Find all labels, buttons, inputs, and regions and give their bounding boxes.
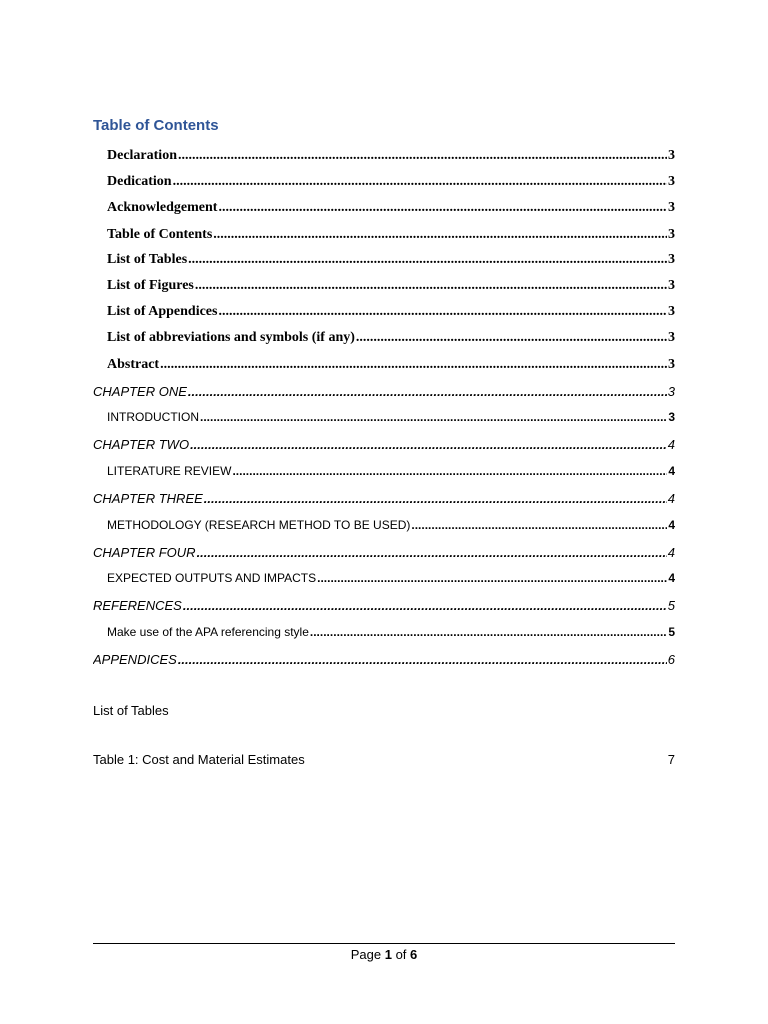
- toc-entry-label: Declaration: [107, 148, 177, 163]
- toc-entry-page: 4: [667, 545, 675, 560]
- toc-leader-dots: [188, 252, 667, 268]
- toc-entry-page: 5: [667, 598, 675, 613]
- toc-entry-label: Acknowledgement: [107, 200, 218, 215]
- footer-total-pages: 6: [410, 947, 418, 962]
- toc-leader-dots: [190, 437, 667, 452]
- toc-entry-page: 3: [668, 200, 675, 215]
- toc-entry[interactable]: [107, 278, 675, 294]
- toc-entry-label: REFERENCES: [93, 598, 182, 613]
- toc-entry-label: Abstract: [107, 357, 160, 372]
- toc-entry-label: CHAPTER ONE: [93, 384, 187, 399]
- toc-entry[interactable]: [107, 330, 675, 346]
- toc-entry-label: CHAPTER THREE: [93, 491, 203, 506]
- toc-entry-page: 3: [668, 410, 675, 424]
- toc-leader-dots: [213, 227, 667, 243]
- toc-leader-dots: [411, 518, 667, 532]
- toc-entry-page: 3: [667, 384, 675, 399]
- footer-prefix: Page: [350, 947, 385, 962]
- toc-entry-label: INTRODUCTION: [107, 410, 199, 424]
- toc-entry-page: 3: [668, 227, 675, 242]
- toc-entry-page: 4: [667, 491, 675, 506]
- toc-entry-label: APPENDICES: [93, 652, 177, 667]
- toc-entry[interactable]: [107, 174, 675, 190]
- toc-entry-label: EXPECTED OUTPUTS AND IMPACTS: [107, 571, 317, 585]
- toc-entry-page: 6: [667, 652, 675, 667]
- toc-entry[interactable]: [93, 545, 675, 560]
- toc-entry-page: 4: [668, 518, 675, 532]
- toc-leader-dots: [218, 304, 667, 320]
- toc-entry[interactable]: [93, 437, 675, 452]
- toc-entry-label: Table of Contents: [107, 227, 213, 242]
- toc-entry[interactable]: [107, 410, 675, 424]
- toc-entry-page: 3: [668, 304, 675, 319]
- toc-entry[interactable]: [107, 304, 675, 320]
- toc-leader-dots: [310, 625, 667, 639]
- toc-entry-label: List of abbreviations and symbols (if any): [107, 330, 355, 345]
- toc-entry[interactable]: [93, 652, 675, 667]
- toc-entry-label: CHAPTER FOUR: [93, 545, 196, 560]
- toc-leader-dots: [317, 571, 667, 585]
- toc-entry[interactable]: [93, 384, 675, 399]
- footer-separator: of: [391, 947, 411, 962]
- toc-entry[interactable]: [107, 625, 675, 639]
- toc-leader-dots: [183, 598, 667, 613]
- toc-leader-dots: [178, 148, 667, 164]
- toc-entry-label: METHODOLOGY (RESEARCH METHOD TO BE USED): [107, 518, 411, 532]
- page-footer: [0, 947, 768, 962]
- footer-current-page: 1: [384, 947, 392, 962]
- list-of-tables-row: [93, 752, 675, 767]
- toc-entry-label: Dedication: [107, 174, 172, 189]
- toc-entry-page: 3: [668, 148, 675, 163]
- toc-entry[interactable]: [107, 252, 675, 268]
- toc-leader-dots: [195, 278, 667, 294]
- toc-leader-dots: [232, 464, 667, 478]
- table-entry-label: Table 1: Cost and Material Estimates: [93, 752, 305, 767]
- toc-entry-label: List of Tables: [107, 252, 188, 267]
- toc-entry[interactable]: [107, 464, 675, 478]
- toc-entry-label: List of Figures: [107, 278, 194, 293]
- toc-leader-dots: [356, 330, 667, 346]
- toc-entry-label: CHAPTER TWO: [93, 437, 190, 452]
- toc-entry[interactable]: [107, 571, 675, 585]
- toc-entry-page: 4: [668, 464, 675, 478]
- toc-entry-page: 5: [668, 625, 675, 639]
- toc-entry[interactable]: [107, 200, 675, 216]
- toc-leader-dots: [160, 357, 667, 373]
- toc-entry[interactable]: [93, 598, 675, 613]
- toc-leader-dots: [178, 652, 667, 667]
- toc-leader-dots: [204, 491, 667, 506]
- toc-entry[interactable]: [107, 148, 675, 164]
- toc-entry-label: Make use of the APA referencing style: [107, 625, 309, 639]
- toc-entry[interactable]: [93, 491, 675, 506]
- footer-rule: [93, 943, 675, 944]
- toc-entry-page: 3: [668, 330, 675, 345]
- toc-leader-dots: [197, 545, 667, 560]
- toc-entry[interactable]: [107, 227, 675, 243]
- toc-leader-dots: [200, 410, 667, 424]
- toc-entry-page: 4: [667, 437, 675, 452]
- toc-leader-dots: [218, 200, 667, 216]
- table-entry-page: 7: [667, 752, 675, 767]
- toc-entry[interactable]: [107, 357, 675, 373]
- toc-entry-page: 3: [668, 174, 675, 189]
- toc-heading: Table of Contents: [93, 117, 219, 134]
- toc-entry[interactable]: [107, 518, 675, 532]
- toc-entry-page: 3: [668, 357, 675, 372]
- toc-entry-page: 3: [668, 252, 675, 267]
- toc-entry-label: LITERATURE REVIEW: [107, 464, 232, 478]
- toc-entry-page: 4: [668, 571, 675, 585]
- toc-entry-label: List of Appendices: [107, 304, 218, 319]
- toc-leader-dots: [188, 384, 667, 399]
- list-of-tables-heading: List of Tables: [93, 703, 169, 718]
- toc-entry-page: 3: [668, 278, 675, 293]
- toc-leader-dots: [173, 174, 667, 190]
